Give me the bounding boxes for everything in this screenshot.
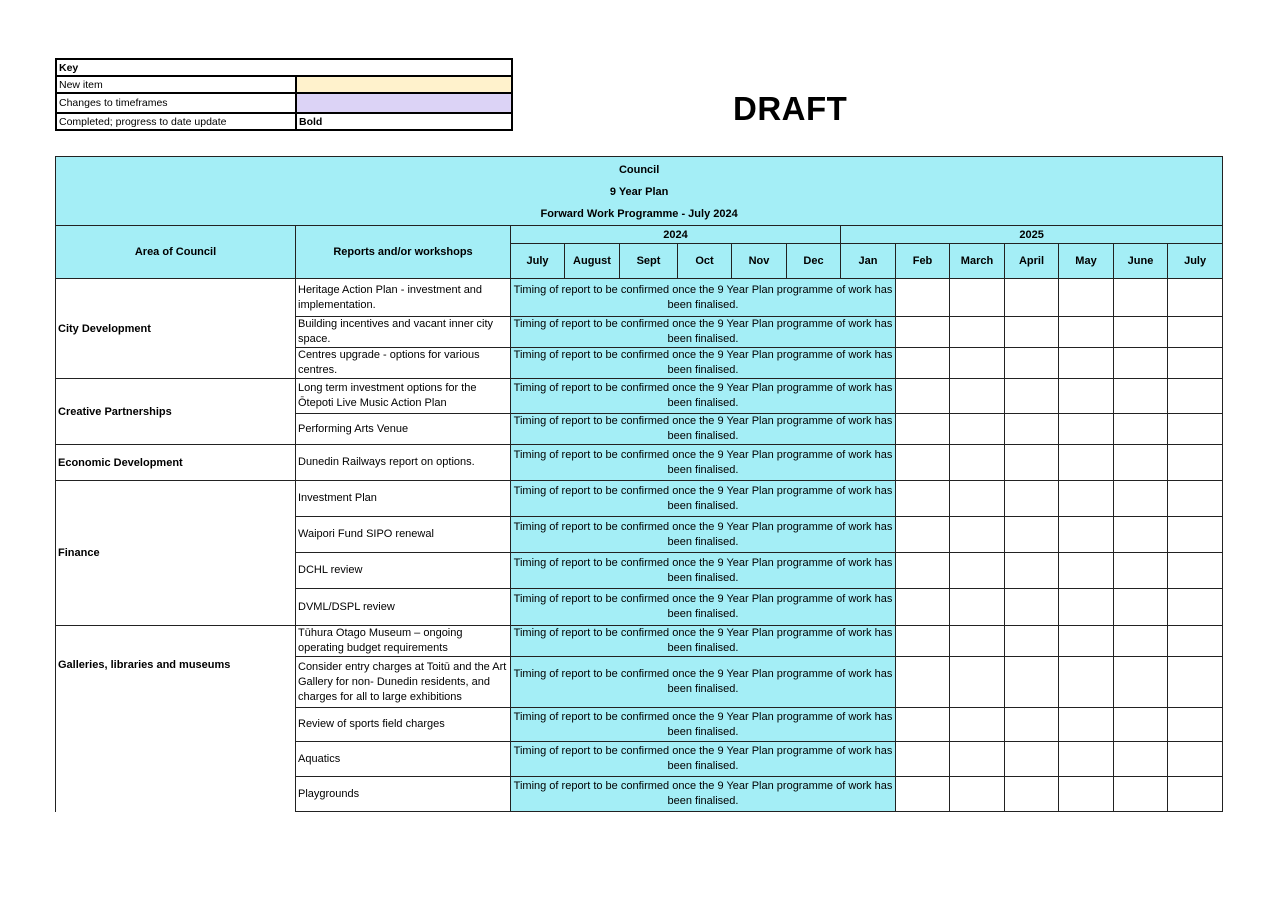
month-cell	[1114, 589, 1168, 626]
month-header: April	[1005, 244, 1059, 279]
month-header: Jan	[841, 244, 896, 279]
month-cell	[1005, 553, 1059, 589]
month-cell	[1168, 777, 1223, 812]
month-cell	[950, 348, 1005, 379]
month-cell	[1114, 279, 1168, 317]
month-cell	[1168, 657, 1223, 708]
month-cell	[1005, 517, 1059, 553]
month-cell	[896, 379, 950, 414]
month-cell	[896, 317, 950, 348]
area-economic-development: Economic Development	[56, 445, 296, 481]
timing-note: Timing of report to be confirmed once the 9 Year Plan programme of work has been finalised.	[511, 317, 896, 348]
month-cell	[1059, 553, 1114, 589]
month-cell	[950, 657, 1005, 708]
month-cell	[1059, 279, 1114, 317]
month-cell	[1005, 777, 1059, 812]
month-cell	[896, 348, 950, 379]
month-header: Sept	[620, 244, 678, 279]
month-cell	[1168, 589, 1223, 626]
month-cell	[896, 657, 950, 708]
month-cell	[1114, 348, 1168, 379]
report-cell: Playgrounds	[296, 777, 511, 812]
month-cell	[1059, 348, 1114, 379]
timing-note: Timing of report to be confirmed once the 9 Year Plan programme of work has been finalised.	[511, 657, 896, 708]
month-cell	[896, 517, 950, 553]
month-cell	[1005, 379, 1059, 414]
month-cell	[1005, 279, 1059, 317]
month-cell	[1059, 317, 1114, 348]
month-cell	[896, 481, 950, 517]
timing-note: Timing of report to be confirmed once the 9 Year Plan programme of work has been finalised.	[511, 481, 896, 517]
timing-note: Timing of report to be confirmed once the 9 Year Plan programme of work has been finalised.	[511, 379, 896, 414]
area-column-header: Area of Council	[56, 226, 296, 279]
key-table	[55, 58, 513, 131]
report-cell: Heritage Action Plan - investment and implementation.	[296, 279, 511, 317]
month-cell	[1059, 742, 1114, 777]
month-header: June	[1114, 244, 1168, 279]
month-cell	[1005, 317, 1059, 348]
key-changes-label: Changes to timeframes	[56, 93, 296, 113]
month-cell	[1005, 626, 1059, 657]
key-bold-label: Bold	[296, 113, 512, 130]
month-cell	[1114, 657, 1168, 708]
month-cell	[896, 445, 950, 481]
reports-column-header: Reports and/or workshops	[296, 226, 511, 279]
month-cell	[950, 445, 1005, 481]
month-cell	[1005, 481, 1059, 517]
report-cell: Dunedin Railways report on options.	[296, 445, 511, 481]
month-cell	[1168, 708, 1223, 742]
report-cell: Long term investment options for the Ōtepoti Live Music Action Plan	[296, 379, 511, 414]
month-cell	[1059, 379, 1114, 414]
key-changes-swatch	[296, 93, 512, 113]
month-cell	[1168, 445, 1223, 481]
timing-note: Timing of report to be confirmed once the 9 Year Plan programme of work has been finalised.	[511, 445, 896, 481]
month-cell	[950, 742, 1005, 777]
timing-note: Timing of report to be confirmed once the 9 Year Plan programme of work has been finalised.	[511, 348, 896, 379]
month-cell	[1059, 445, 1114, 481]
month-cell	[1114, 626, 1168, 657]
key-new-item-label: New item	[56, 76, 296, 93]
month-header: May	[1059, 244, 1114, 279]
month-cell	[950, 589, 1005, 626]
month-cell	[1114, 414, 1168, 445]
report-cell: Waipori Fund SIPO renewal	[296, 517, 511, 553]
month-cell	[1114, 708, 1168, 742]
month-cell	[950, 777, 1005, 812]
month-cell	[896, 414, 950, 445]
month-cell	[1114, 481, 1168, 517]
month-cell	[1114, 379, 1168, 414]
timing-note: Timing of report to be confirmed once the 9 Year Plan programme of work has been finalised.	[511, 742, 896, 777]
report-cell: DCHL review	[296, 553, 511, 589]
month-header: Nov	[732, 244, 787, 279]
report-cell: Centres upgrade - options for various centres.	[296, 348, 511, 379]
timing-note: Timing of report to be confirmed once the 9 Year Plan programme of work has been finalised.	[511, 626, 896, 657]
timing-note: Timing of report to be confirmed once the 9 Year Plan programme of work has been finalised.	[511, 414, 896, 445]
month-cell	[896, 279, 950, 317]
month-cell	[896, 626, 950, 657]
month-cell	[1059, 517, 1114, 553]
month-cell	[1059, 481, 1114, 517]
month-header: Dec	[787, 244, 841, 279]
month-cell	[896, 553, 950, 589]
report-cell: Performing Arts Venue	[296, 414, 511, 445]
month-cell	[1005, 445, 1059, 481]
report-cell: Investment Plan	[296, 481, 511, 517]
month-cell	[896, 777, 950, 812]
month-cell	[950, 317, 1005, 348]
month-cell	[1005, 589, 1059, 626]
month-cell	[950, 481, 1005, 517]
title-line-2: 9 Year Plan	[609, 186, 669, 198]
month-cell	[1168, 348, 1223, 379]
month-cell	[1114, 742, 1168, 777]
month-cell	[950, 708, 1005, 742]
area-creative-partnerships: Creative Partnerships	[56, 379, 296, 445]
key-title: Key	[56, 59, 512, 76]
month-cell	[1005, 742, 1059, 777]
key-completed-label: Completed; progress to date update	[56, 113, 296, 130]
month-cell	[1059, 657, 1114, 708]
month-header: July	[1168, 244, 1223, 279]
month-header: March	[950, 244, 1005, 279]
report-cell: Tūhura Otago Museum – ongoing operating budget requirements	[296, 626, 511, 657]
title-line-3: Forward Work Programme - July 2024	[540, 208, 738, 220]
month-cell	[950, 626, 1005, 657]
month-header: August	[565, 244, 620, 279]
area-galleries-libraries-museums: Galleries, libraries and museums	[56, 626, 296, 812]
title-line-1: Council	[618, 164, 660, 176]
month-cell	[1114, 777, 1168, 812]
month-cell	[1168, 317, 1223, 348]
month-cell	[1059, 777, 1114, 812]
work-programme-table	[55, 156, 1223, 812]
month-cell	[1059, 626, 1114, 657]
month-cell	[950, 553, 1005, 589]
month-cell	[950, 517, 1005, 553]
month-cell	[1168, 553, 1223, 589]
key-new-item-swatch	[296, 76, 512, 93]
report-cell: Consider entry charges at Toitū and the Art Gallery for non- Dunedin residents, and charges for all to large exhibitions	[296, 657, 511, 708]
page-title	[56, 157, 1223, 226]
month-cell	[896, 708, 950, 742]
timing-note: Timing of report to be confirmed once the 9 Year Plan programme of work has been finalised.	[511, 517, 896, 553]
year-2024-header: 2024	[511, 226, 841, 244]
month-cell	[896, 589, 950, 626]
month-cell	[950, 379, 1005, 414]
month-cell	[1005, 657, 1059, 708]
report-cell: DVML/DSPL review	[296, 589, 511, 626]
area-finance: Finance	[56, 481, 296, 626]
month-cell	[1168, 626, 1223, 657]
report-cell: Aquatics	[296, 742, 511, 777]
month-cell	[1114, 517, 1168, 553]
month-cell	[1168, 481, 1223, 517]
month-cell	[1168, 742, 1223, 777]
month-cell	[1168, 379, 1223, 414]
timing-note: Timing of report to be confirmed once the 9 Year Plan programme of work has been finalised.	[511, 553, 896, 589]
month-cell	[1059, 414, 1114, 445]
month-cell	[1114, 317, 1168, 348]
area-city-development: City Development	[56, 279, 296, 379]
year-2025-header: 2025	[841, 226, 1223, 244]
month-cell	[950, 279, 1005, 317]
timing-note: Timing of report to be confirmed once the 9 Year Plan programme of work has been finalised.	[511, 589, 896, 626]
month-cell	[1114, 445, 1168, 481]
month-cell	[1114, 553, 1168, 589]
month-cell	[1059, 708, 1114, 742]
month-cell	[950, 414, 1005, 445]
timing-note: Timing of report to be confirmed once the 9 Year Plan programme of work has been finalised.	[511, 708, 896, 742]
month-cell	[1168, 279, 1223, 317]
month-cell	[1168, 414, 1223, 445]
month-cell	[1168, 517, 1223, 553]
month-cell	[1059, 589, 1114, 626]
report-cell: Building incentives and vacant inner city space.	[296, 317, 511, 348]
report-cell: Review of sports field charges	[296, 708, 511, 742]
month-header: Feb	[896, 244, 950, 279]
month-cell	[1005, 414, 1059, 445]
timing-note: Timing of report to be confirmed once the 9 Year Plan programme of work has been finalised.	[511, 777, 896, 812]
timing-note: Timing of report to be confirmed once the 9 Year Plan programme of work has been finalised.	[511, 279, 896, 317]
draft-watermark: DRAFT	[733, 90, 848, 127]
month-cell	[896, 742, 950, 777]
month-header: Oct	[678, 244, 732, 279]
month-cell	[1005, 708, 1059, 742]
month-header: July	[511, 244, 565, 279]
month-cell	[1005, 348, 1059, 379]
